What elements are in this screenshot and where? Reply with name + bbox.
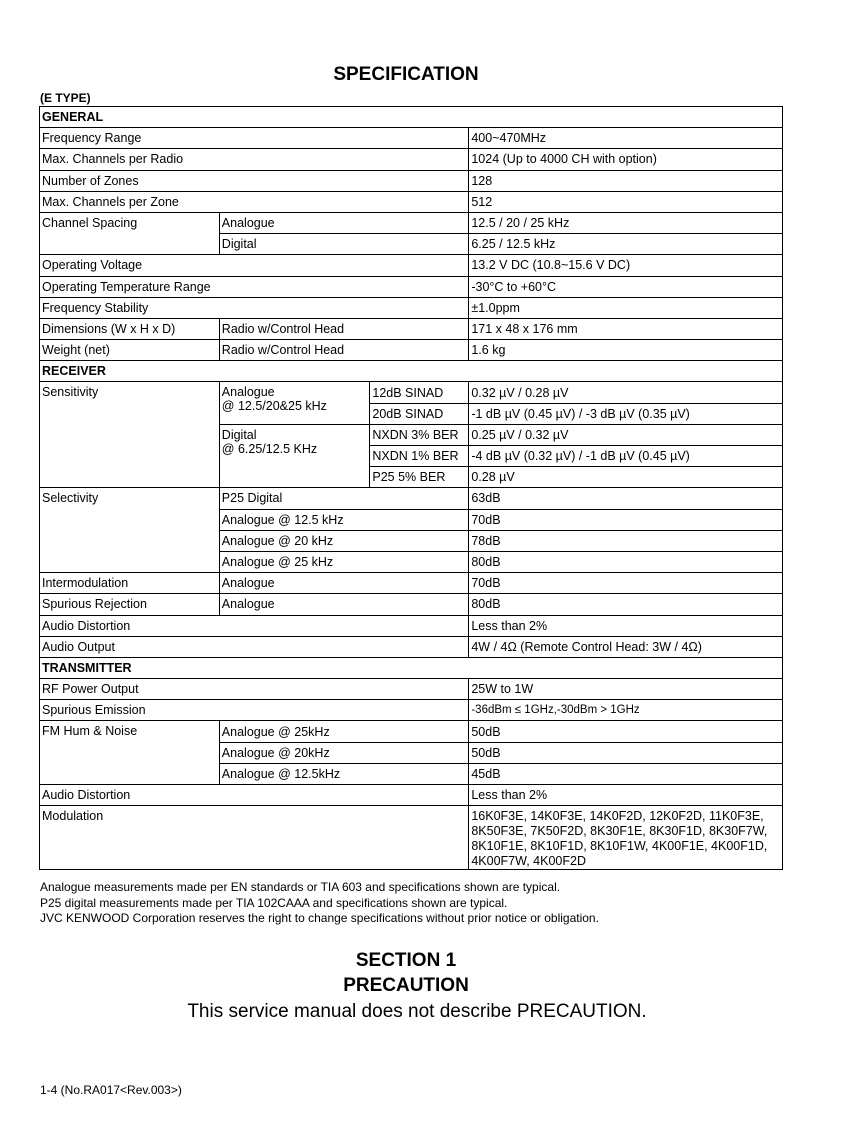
- table-row: [40, 382, 783, 403]
- spec-label: Channel Spacing: [40, 212, 220, 254]
- table-row: [40, 255, 783, 276]
- spec-condition: NXDN 1% BER: [370, 446, 469, 467]
- spec-value: 1024 (Up to 4000 CH with option): [469, 149, 783, 170]
- section-heading: GENERAL: [40, 107, 783, 128]
- section-heading: TRANSMITTER: [40, 657, 783, 678]
- spec-value: 50dB: [469, 742, 783, 763]
- spec-sublabel: Analogue @ 20 kHz: [219, 530, 469, 551]
- spec-label: Sensitivity: [40, 382, 220, 488]
- spec-value: 0.28 µV: [469, 467, 783, 488]
- table-row: [40, 636, 783, 657]
- spec-label: Modulation: [40, 806, 469, 870]
- spec-value: 1.6 kg: [469, 340, 783, 361]
- spec-sublabel: Radio w/Control Head: [219, 340, 469, 361]
- table-row: [40, 488, 783, 509]
- spec-value: 70dB: [469, 573, 783, 594]
- spec-label: Dimensions (W x H x D): [40, 318, 220, 339]
- table-row: [40, 657, 783, 678]
- spec-sublabel: P25 Digital: [219, 488, 469, 509]
- spec-value: 50dB: [469, 721, 783, 742]
- spec-value: ±1.0ppm: [469, 297, 783, 318]
- section-title: PRECAUTION: [343, 975, 469, 996]
- spec-label: Spurious Rejection: [40, 594, 220, 615]
- table-row: [40, 318, 783, 339]
- spec-label: Max. Channels per Zone: [40, 191, 469, 212]
- table-row: [40, 340, 783, 361]
- spec-value: -1 dB µV (0.45 µV) / -3 dB µV (0.35 µV): [469, 403, 783, 424]
- spec-sublabel: Analogue: [219, 594, 469, 615]
- table-row: [40, 170, 783, 191]
- spec-value: 13.2 V DC (10.8~15.6 V DC): [469, 255, 783, 276]
- spec-value: 512: [469, 191, 783, 212]
- page-footer: 1-4 (No.RA017<Rev.003>): [40, 1083, 182, 1097]
- page-title: SPECIFICATION: [333, 64, 479, 85]
- spec-sublabel: Analogue @ 12.5/20&25 kHz: [219, 382, 370, 424]
- table-row: [40, 573, 783, 594]
- section-description: This service manual does not describe PRECAUTION.: [187, 1001, 647, 1022]
- spec-sublabel: Analogue @ 25kHz: [219, 721, 469, 742]
- spec-condition: 20dB SINAD: [370, 403, 469, 424]
- note-line: JVC KENWOOD Corporation reserves the right to change specifications without prior notice or obligation.: [40, 911, 599, 925]
- spec-label: FM Hum & Noise: [40, 721, 220, 785]
- spec-sublabel: Analogue @ 20kHz: [219, 742, 469, 763]
- table-row: [40, 594, 783, 615]
- spec-value: 12.5 / 20 / 25 kHz: [469, 212, 783, 233]
- table-row: [40, 297, 783, 318]
- spec-value: 0.32 µV / 0.28 µV: [469, 382, 783, 403]
- table-row: [40, 785, 783, 806]
- section-heading: RECEIVER: [40, 361, 783, 382]
- spec-value: 80dB: [469, 551, 783, 572]
- spec-value: 78dB: [469, 530, 783, 551]
- spec-value: 16K0F3E, 14K0F3E, 14K0F2D, 12K0F2D, 11K0F3E, 8K50F3E, 7K50F2D, 8K30F1E, 8K30F1D, 8K30F7W, 8K10F1E, 8K10F1D, 8K10F1W, 4K00F1E, 4K00F1D, 4K00F7W, 4K00F2D: [469, 806, 783, 870]
- spec-label: Max. Channels per Radio: [40, 149, 469, 170]
- spec-value: 63dB: [469, 488, 783, 509]
- spec-sublabel: Analogue @ 12.5kHz: [219, 763, 469, 784]
- note-line: P25 digital measurements made per TIA 102CAAA and specifications shown are typical.: [40, 895, 508, 910]
- spec-value: 70dB: [469, 509, 783, 530]
- spec-label: Audio Distortion: [40, 785, 469, 806]
- spec-sublabel: Analogue @ 25 kHz: [219, 551, 469, 572]
- spec-label: Operating Temperature Range: [40, 276, 469, 297]
- table-row: [40, 615, 783, 636]
- spec-value: 4W / 4Ω (Remote Control Head: 3W / 4Ω): [469, 636, 783, 657]
- spec-label: Selectivity: [40, 488, 220, 573]
- spec-sublabel: Digital @ 6.25/12.5 KHz: [219, 424, 370, 488]
- note-line: Analogue measurements made per EN standards or TIA 603 and specifications shown are typical.: [40, 880, 561, 894]
- table-row: [40, 361, 783, 382]
- notes: [40, 880, 599, 927]
- spec-condition: P25 5% BER: [370, 467, 469, 488]
- table-row: [40, 191, 783, 212]
- spec-value: 400~470MHz: [469, 128, 783, 149]
- spec-label: Weight (net): [40, 340, 220, 361]
- spec-value: -30°C to +60°C: [469, 276, 783, 297]
- spec-label: Frequency Stability: [40, 297, 469, 318]
- spec-value: -36dBm ≤ 1GHz,-30dBm > 1GHz: [469, 700, 783, 721]
- spec-value: 80dB: [469, 594, 783, 615]
- table-row: [40, 806, 783, 870]
- spec-value: 45dB: [469, 763, 783, 784]
- spec-value: 171 x 48 x 176 mm: [469, 318, 783, 339]
- section-number: SECTION 1: [355, 950, 457, 971]
- spec-table: [39, 106, 783, 870]
- table-row: [40, 276, 783, 297]
- spec-value: 6.25 / 12.5 kHz: [469, 234, 783, 255]
- type-label: (E TYPE): [40, 91, 91, 105]
- spec-sublabel: Radio w/Control Head: [219, 318, 469, 339]
- spec-sublabel: Analogue: [219, 573, 469, 594]
- spec-label: Audio Output: [40, 636, 469, 657]
- spec-label: Frequency Range: [40, 128, 469, 149]
- spec-value: -4 dB µV (0.32 µV) / -1 dB µV (0.45 µV): [469, 446, 783, 467]
- spec-condition: NXDN 3% BER: [370, 424, 469, 445]
- table-row: [40, 107, 783, 128]
- spec-label: Operating Voltage: [40, 255, 469, 276]
- spec-sublabel: Digital: [219, 234, 469, 255]
- spec-condition: 12dB SINAD: [370, 382, 469, 403]
- spec-value: Less than 2%: [469, 785, 783, 806]
- table-row: [40, 700, 783, 721]
- spec-label: Number of Zones: [40, 170, 469, 191]
- spec-value: 25W to 1W: [469, 679, 783, 700]
- spec-label: Spurious Emission: [40, 700, 469, 721]
- table-row: [40, 128, 783, 149]
- spec-sublabel: Analogue: [219, 212, 469, 233]
- table-row: [40, 149, 783, 170]
- spec-sublabel: Analogue @ 12.5 kHz: [219, 509, 469, 530]
- table-row: [40, 212, 783, 233]
- spec-value: 0.25 µV / 0.32 µV: [469, 424, 783, 445]
- spec-label: Audio Distortion: [40, 615, 469, 636]
- table-row: [40, 721, 783, 742]
- table-row: [40, 679, 783, 700]
- spec-value: 128: [469, 170, 783, 191]
- spec-value: Less than 2%: [469, 615, 783, 636]
- spec-label: Intermodulation: [40, 573, 220, 594]
- spec-label: RF Power Output: [40, 679, 469, 700]
